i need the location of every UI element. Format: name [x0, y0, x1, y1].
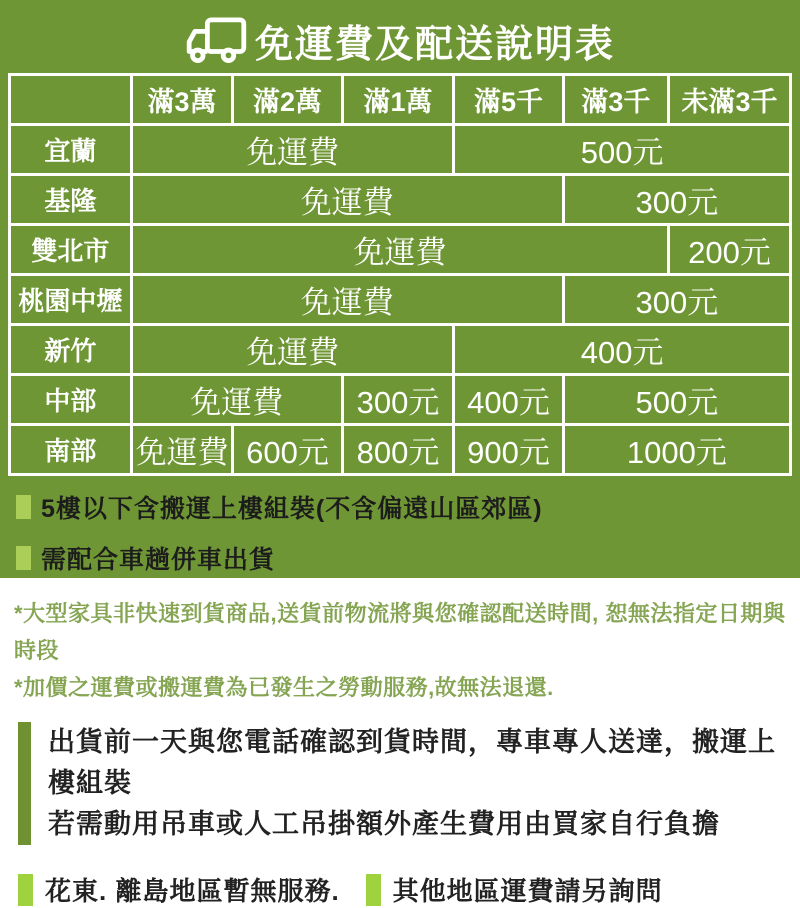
fee-cell: 1000元 — [563, 425, 790, 475]
white-panel — [0, 578, 800, 908]
fee-cell: 600元 — [233, 425, 342, 475]
header-row — [10, 75, 791, 125]
fee-cell: 500元 — [563, 375, 790, 425]
note-no-service-areas — [18, 871, 340, 908]
fee-cell: 免運費 — [131, 325, 454, 375]
fee-cell: 免運費 — [131, 375, 342, 425]
fine-print — [14, 595, 790, 706]
corner-cell — [10, 75, 132, 125]
footer-notes — [18, 871, 790, 908]
bullet-icon — [366, 874, 381, 906]
green-notes — [16, 489, 800, 576]
fee-cell: 300元 — [342, 375, 454, 425]
fee-cell: 免運費 — [131, 175, 563, 225]
bullet-icon — [16, 546, 31, 570]
region-label-cell: 基隆 — [10, 175, 132, 225]
threshold-header-cell: 滿2萬 — [233, 75, 342, 125]
note-combined-shipping — [16, 540, 800, 576]
threshold-header-cell: 滿3千 — [563, 75, 668, 125]
note-floor-assembly — [16, 489, 800, 525]
fee-cell: 400元 — [454, 375, 563, 425]
fee-table-head — [10, 75, 791, 125]
table-row — [10, 375, 791, 425]
bullet-icon — [18, 874, 33, 906]
delivery-note-line-2: 若需動用吊車或人工吊掛額外產生費用由買家自行負擔 — [48, 809, 720, 839]
table-row — [10, 325, 791, 375]
note-other-areas — [366, 871, 663, 908]
table-row — [10, 275, 791, 325]
shipping-fee-table — [8, 73, 792, 476]
bullet-icon — [16, 495, 31, 519]
note-text: 花東. 離島地區暫無服務. — [45, 876, 340, 906]
threshold-header-cell: 滿3萬 — [131, 75, 233, 125]
fee-cell: 免運費 — [131, 425, 233, 475]
delivery-note-line-1: 出貨前一天與您電話確認到貨時間，專車專人送達，搬運上樓組裝 — [48, 727, 776, 798]
table-row — [10, 425, 791, 475]
table-row — [10, 125, 791, 175]
table-row — [10, 225, 791, 275]
fee-cell: 300元 — [563, 175, 790, 225]
threshold-header-cell: 未滿3千 — [669, 75, 791, 125]
note-text: 需配合車趟併車出貨 — [41, 546, 276, 574]
fee-cell: 900元 — [454, 425, 563, 475]
fee-cell: 免運費 — [131, 125, 454, 175]
title-bar — [0, 0, 800, 72]
region-label-cell: 桃園中壢 — [10, 275, 132, 325]
note-text: 其他地區運費請另詢問 — [392, 876, 663, 906]
delivery-note — [18, 722, 790, 845]
region-label-cell: 中部 — [10, 375, 132, 425]
region-label-cell: 南部 — [10, 425, 132, 475]
fee-cell: 500元 — [454, 125, 791, 175]
fee-cell: 200元 — [669, 225, 791, 275]
threshold-header-cell: 滿5千 — [454, 75, 563, 125]
fine-print-line-2: *加價之運費或搬運費為已發生之勞動服務,故無法退還. — [14, 675, 554, 700]
fee-cell: 免運費 — [131, 275, 563, 325]
region-label-cell: 宜蘭 — [10, 125, 132, 175]
fee-cell: 800元 — [342, 425, 454, 475]
threshold-header-cell: 滿1萬 — [342, 75, 454, 125]
note-text: 5樓以下含搬運上樓組裝(不含偏遠山區郊區) — [41, 495, 543, 523]
fee-table-body — [10, 125, 791, 475]
region-label-cell: 新竹 — [10, 325, 132, 375]
table-row — [10, 175, 791, 225]
region-label-cell: 雙北市 — [10, 225, 132, 275]
fee-cell: 免運費 — [131, 225, 668, 275]
page-title: 免運費及配送說明表 — [254, 23, 615, 66]
fine-print-line-1: *大型家具非快速到貨商品,送貨前物流將與您確認配送時間, 恕無法指定日期與時段 — [14, 601, 786, 663]
fee-cell: 400元 — [454, 325, 791, 375]
truck-icon — [185, 17, 247, 63]
fee-cell: 300元 — [563, 275, 790, 325]
